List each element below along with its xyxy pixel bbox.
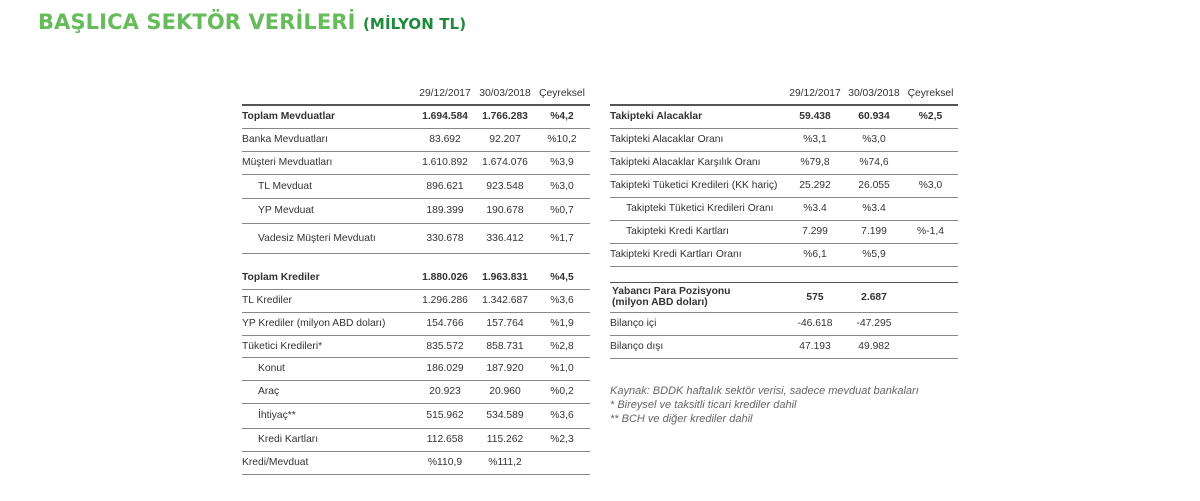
- row-value-2: 858.731: [476, 335, 534, 357]
- row-change: %1,0: [534, 357, 590, 380]
- row-change: %3,9: [534, 151, 590, 174]
- row-label: Takipteki Tüketici Kredileri Oranı: [610, 197, 785, 220]
- row-label: Araç: [242, 380, 414, 403]
- fx-position-row: [610, 282, 958, 312]
- row-label: İhtiyaç**: [242, 403, 414, 428]
- row-value-2: 49.982: [845, 335, 903, 358]
- footnote-general-loans: ** BCH ve diğer krediler dahil: [610, 413, 753, 425]
- row-value-2: 2.687: [845, 282, 903, 312]
- row-value-1: 20.923: [414, 380, 476, 403]
- table-row: [610, 174, 958, 197]
- row-change: %1,7: [534, 223, 590, 253]
- row-change: [534, 451, 590, 474]
- table-row: [242, 312, 590, 335]
- row-change: %0,2: [534, 380, 590, 403]
- row-value-1: 835.572: [414, 335, 476, 357]
- row-change: %1,9: [534, 312, 590, 335]
- row-value-2: 1.766.283: [476, 105, 534, 128]
- table-row: [242, 428, 590, 451]
- row-label: Bilanço dışı: [610, 335, 785, 358]
- row-value-1: 154.766: [414, 312, 476, 335]
- table-row: [610, 128, 958, 151]
- table-row: [610, 312, 958, 335]
- table-row: [610, 220, 958, 243]
- row-change: %4,2: [534, 105, 590, 128]
- row-value-2: 336.412: [476, 223, 534, 253]
- table-row: [610, 151, 958, 174]
- table-row: [610, 197, 958, 220]
- row-value-2: 26.055: [845, 174, 903, 197]
- row-value-2: %5,9: [845, 243, 903, 266]
- row-label: Kredi Kartları: [242, 428, 414, 451]
- footnote-consumer-loans: * Bireysel ve taksitli ticari krediler dahil: [610, 399, 797, 411]
- row-change: [903, 197, 958, 220]
- header-date-1: 29/12/2017: [414, 83, 476, 105]
- row-label: Toplam Krediler: [242, 267, 414, 289]
- row-change: %3,0: [903, 174, 958, 197]
- fx-label-line1: Yabancı Para Pozisyonu: [612, 286, 731, 297]
- table-row: [242, 289, 590, 312]
- row-value-2: 157.764: [476, 312, 534, 335]
- spacer-row: [610, 266, 958, 282]
- row-label: Banka Mevduatları: [242, 128, 414, 151]
- row-value-1: 575: [785, 282, 845, 312]
- row-value-2: 60.934: [845, 105, 903, 128]
- table-row: [242, 335, 590, 357]
- row-value-2: %74,6: [845, 151, 903, 174]
- table-row: [242, 105, 590, 128]
- table-header: [242, 83, 590, 105]
- title-unit: (MİLYON TL): [362, 15, 467, 33]
- row-value-2: -47.295: [845, 312, 903, 335]
- row-label: Takipteki Tüketici Kredileri (KK hariç): [610, 174, 785, 197]
- header-date-2: 30/03/2018: [476, 83, 534, 105]
- row-value-1: %6,1: [785, 243, 845, 266]
- title-main: BAŞLICA SEKTÖR VERİLERİ: [38, 10, 356, 34]
- row-label: Takipteki Alacaklar Karşılık Oranı: [610, 151, 785, 174]
- row-label: Takipteki Alacaklar: [610, 105, 785, 128]
- row-value-2: 923.548: [476, 174, 534, 198]
- table-row: [242, 151, 590, 174]
- row-label: YP Krediler (milyon ABD doları): [242, 312, 414, 335]
- row-label: Müşteri Mevduatları: [242, 151, 414, 174]
- deposits-loans-table: [242, 83, 590, 475]
- table-row: [242, 380, 590, 403]
- row-change: %0,7: [534, 198, 590, 223]
- row-label: Bilanço içi: [610, 312, 785, 335]
- row-change: %2,8: [534, 335, 590, 357]
- row-value-1: 186.029: [414, 357, 476, 380]
- table-row: [242, 403, 590, 428]
- table-row: [242, 223, 590, 253]
- row-change: [903, 151, 958, 174]
- row-value-2: 190.678: [476, 198, 534, 223]
- row-value-2: 115.262: [476, 428, 534, 451]
- table-header: [610, 83, 958, 105]
- header-date-1: 29/12/2017: [785, 83, 845, 105]
- row-change: %3,6: [534, 403, 590, 428]
- row-value-1: %110,9: [414, 451, 476, 474]
- row-change: %4,5: [534, 267, 590, 289]
- asset-quality-table: [610, 83, 958, 359]
- row-change: %10,2: [534, 128, 590, 151]
- row-value-2: %111,2: [476, 451, 534, 474]
- row-value-2: 92.207: [476, 128, 534, 151]
- row-change: %2,3: [534, 428, 590, 451]
- table-row: [242, 198, 590, 223]
- row-value-2: 534.589: [476, 403, 534, 428]
- table-row: [242, 451, 590, 474]
- row-value-2: %3,0: [845, 128, 903, 151]
- page-title: [38, 10, 466, 34]
- row-label: Konut: [242, 357, 414, 380]
- table-row: [242, 357, 590, 380]
- row-value-1: 515.962: [414, 403, 476, 428]
- row-value-2: %3.4: [845, 197, 903, 220]
- row-label: [610, 282, 785, 312]
- row-label: Tüketici Kredileri*: [242, 335, 414, 357]
- fx-label-line2: (milyon ABD doları): [612, 297, 708, 308]
- row-value-1: 7.299: [785, 220, 845, 243]
- row-change: %2,5: [903, 105, 958, 128]
- table-row: [610, 335, 958, 358]
- footnote-source: Kaynak: BDDK haftalık sektör verisi, sadece mevduat bankaları: [610, 385, 919, 397]
- row-value-1: 47.193: [785, 335, 845, 358]
- row-label: Takipteki Kredi Kartları: [610, 220, 785, 243]
- row-change: [903, 128, 958, 151]
- row-value-1: 112.658: [414, 428, 476, 451]
- row-label: Vadesiz Müşteri Mevduatı: [242, 223, 414, 253]
- row-label: YP Mevduat: [242, 198, 414, 223]
- table-row: [610, 105, 958, 128]
- row-change: %-1,4: [903, 220, 958, 243]
- row-value-1: 896.621: [414, 174, 476, 198]
- row-value-1: %79,8: [785, 151, 845, 174]
- row-value-1: -46.618: [785, 312, 845, 335]
- row-label: TL Mevduat: [242, 174, 414, 198]
- row-value-2: 1.342.687: [476, 289, 534, 312]
- row-value-1: 189.399: [414, 198, 476, 223]
- spacer-row: [242, 253, 590, 267]
- footnotes: [610, 384, 919, 426]
- table-row: [242, 267, 590, 289]
- row-label: Takipteki Alacaklar Oranı: [610, 128, 785, 151]
- row-value-1: %3.4: [785, 197, 845, 220]
- row-value-2: 20.960: [476, 380, 534, 403]
- row-label: TL Krediler: [242, 289, 414, 312]
- row-value-1: 1.610.892: [414, 151, 476, 174]
- row-change: %3,0: [534, 174, 590, 198]
- row-value-1: 1.694.584: [414, 105, 476, 128]
- row-change: %3,6: [534, 289, 590, 312]
- row-change: [903, 243, 958, 266]
- table-row: [610, 243, 958, 266]
- row-label: Toplam Mevduatlar: [242, 105, 414, 128]
- row-value-1: 1.296.286: [414, 289, 476, 312]
- row-value-1: 59.438: [785, 105, 845, 128]
- header-quarterly: Çeyreksel: [903, 83, 958, 105]
- row-value-1: 25.292: [785, 174, 845, 197]
- row-value-2: 1.963.831: [476, 267, 534, 289]
- row-value-2: 1.674.076: [476, 151, 534, 174]
- header-quarterly: Çeyreksel: [534, 83, 590, 105]
- row-label: Takipteki Kredi Kartları Oranı: [610, 243, 785, 266]
- row-value-1: 330.678: [414, 223, 476, 253]
- header-date-2: 30/03/2018: [845, 83, 903, 105]
- row-value-1: 83.692: [414, 128, 476, 151]
- row-value-2: 187.920: [476, 357, 534, 380]
- row-value-2: 7.199: [845, 220, 903, 243]
- table-row: [242, 174, 590, 198]
- row-value-1: 1.880.026: [414, 267, 476, 289]
- row-label: Kredi/Mevduat: [242, 451, 414, 474]
- table-row: [242, 128, 590, 151]
- row-value-1: %3,1: [785, 128, 845, 151]
